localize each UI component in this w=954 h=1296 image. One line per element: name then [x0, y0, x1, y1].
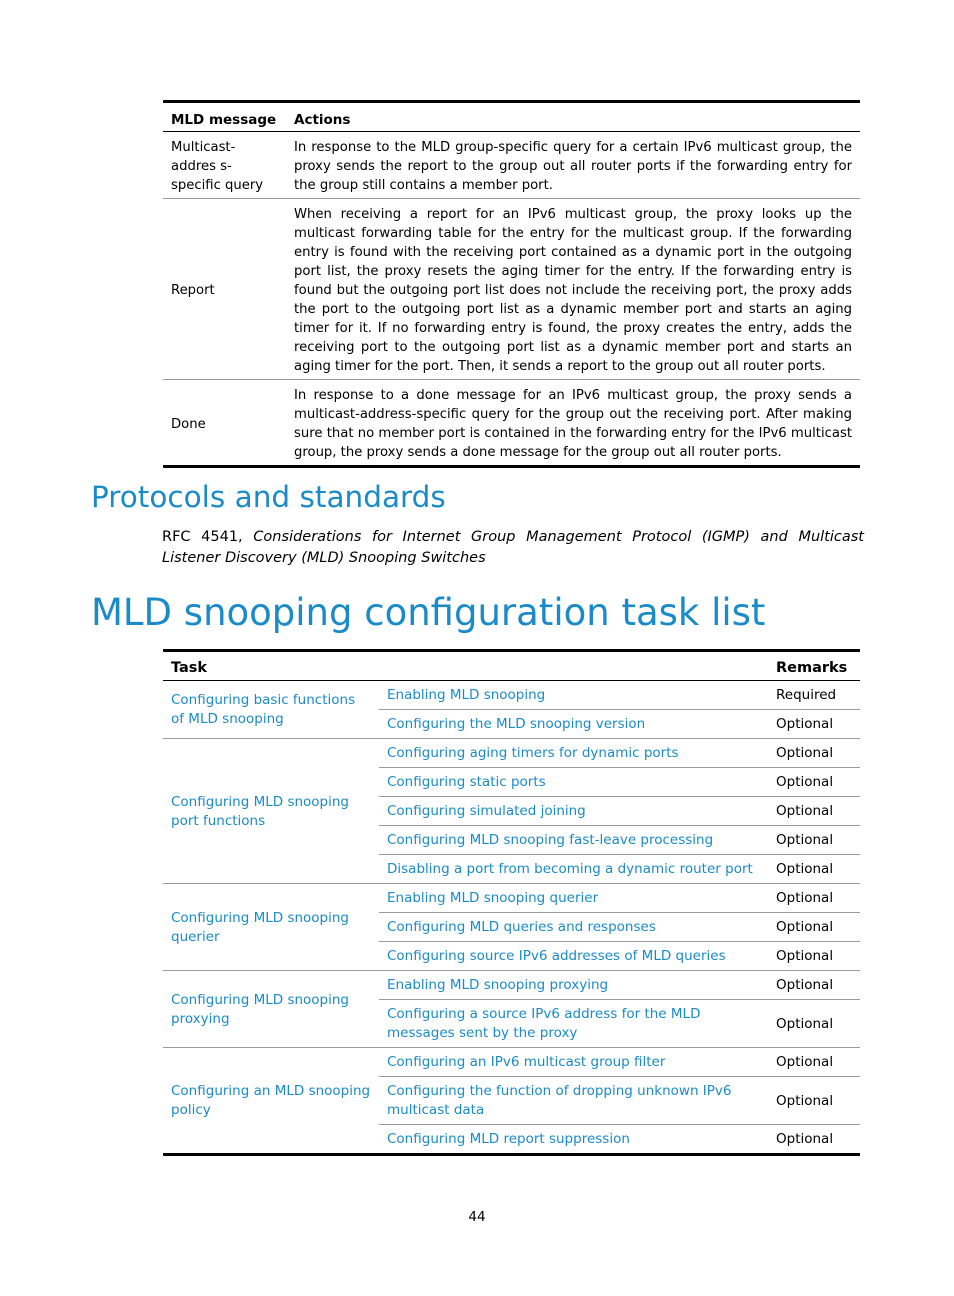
table-header-row [163, 102, 860, 132]
rfc-reference [162, 527, 864, 569]
section-heading-protocols: Protocols and standards [91, 480, 446, 514]
remark-cell: Optional [768, 884, 860, 913]
remark-cell: Optional [768, 797, 860, 826]
table-row [163, 971, 860, 1000]
task-group-link[interactable]: Configuring basic functions of MLD snooping [171, 692, 356, 727]
column-header-task: Task [163, 651, 768, 681]
task-link[interactable]: Configuring an IPv6 multicast group filter [379, 1048, 768, 1077]
column-header-actions: Actions [286, 102, 860, 132]
action-cell: When receiving a report for an IPv6 multicast group, the proxy looks up the multicast forwarding table for the entry for the multicast group. If the forwarding entry is found with the receiving port contained as a dynamic port in the outgoing port list, the proxy resets the aging timer for the entry. If the forwarding entry is found but the outgoing port list does not include the receiving port, the proxy adds the port to the outgoing port list as a dynamic member port and starts an aging timer for it. If no forwarding entry is found, the proxy creates the entry, adds the receiving port to the outgoing port list as a dynamic member port and starts an aging timer for the port. Then, it sends a report to the group out all router ports. [286, 199, 860, 380]
rfc-number: RFC 4541, [162, 529, 243, 545]
task-group-link[interactable]: Configuring MLD snooping querier [163, 884, 379, 971]
remark-cell: Optional [768, 710, 860, 739]
remark-cell: Optional [768, 1077, 860, 1125]
remark-cell: Optional [768, 739, 860, 768]
message-cell: Done [163, 380, 286, 467]
task-link[interactable]: Configuring simulated joining [379, 797, 768, 826]
message-cell: Multicast-addres s-specific query [171, 140, 264, 193]
remark-cell: Optional [768, 768, 860, 797]
task-link[interactable]: Enabling MLD snooping [387, 687, 546, 703]
task-link[interactable]: Enabling MLD snooping querier [379, 884, 768, 913]
remark-cell: Optional [768, 913, 860, 942]
column-header-remarks: Remarks [768, 651, 860, 681]
task-group-link[interactable]: Configuring an MLD snooping policy [163, 1048, 379, 1155]
task-link[interactable]: Configuring the MLD snooping version [379, 710, 768, 739]
message-cell: Report [163, 199, 286, 380]
task-link[interactable]: Configuring static ports [379, 768, 768, 797]
task-group-link[interactable]: Configuring MLD snooping proxying [163, 971, 379, 1048]
task-link[interactable]: Configuring MLD report suppression [379, 1125, 768, 1155]
table-row [163, 199, 860, 380]
task-link[interactable]: Configuring MLD snooping fast-leave processing [379, 826, 768, 855]
task-group-link[interactable]: Configuring MLD snooping port functions [163, 739, 379, 884]
table-row [163, 132, 860, 199]
remark-cell: Optional [768, 942, 860, 971]
table-row [163, 380, 860, 467]
table-row [163, 681, 860, 710]
table-header-row [163, 651, 860, 681]
remark-cell: Optional [768, 855, 860, 884]
table-row [163, 1048, 860, 1077]
remark-cell: Optional [768, 826, 860, 855]
remark-cell: Optional [768, 1000, 860, 1048]
section-heading-task-list: MLD snooping configuration task list [91, 591, 766, 634]
task-link[interactable]: Configuring source IPv6 addresses of MLD queries [379, 942, 768, 971]
action-cell: In response to a done message for an IPv6 multicast group, the proxy sends a multicast-address-specific query for the group out the receiving port. After making sure that no member port is contained in the forwarding entry for the IPv6 multicast group, the proxy sends a done message for the group out all router ports. [286, 380, 860, 467]
rfc-title: Considerations for Internet Group Management Protocol (IGMP) and Multicast Listener Discovery (MLD) Snooping Switches [162, 529, 864, 566]
task-link[interactable]: Enabling MLD snooping proxying [379, 971, 768, 1000]
action-cell: In response to the MLD group-specific query for a certain IPv6 multicast group, the proxy sends the report to the group out all router ports if the forwarding entry for the group still contains a member port. [294, 140, 852, 193]
task-link[interactable]: Configuring a source IPv6 address for the MLD messages sent by the proxy [379, 1000, 768, 1048]
remark-cell: Optional [768, 971, 860, 1000]
remark-cell: Optional [768, 1048, 860, 1077]
mld-message-actions-table [163, 100, 860, 468]
table-row [163, 739, 860, 768]
page-number: 44 [468, 1209, 486, 1225]
task-link[interactable]: Disabling a port from becoming a dynamic router port [379, 855, 768, 884]
task-list-table [163, 649, 860, 1156]
task-link[interactable]: Configuring MLD queries and responses [379, 913, 768, 942]
remark-cell: Required [776, 687, 837, 703]
remark-cell: Optional [768, 1125, 860, 1155]
task-link[interactable]: Configuring aging timers for dynamic ports [379, 739, 768, 768]
task-link[interactable]: Configuring the function of dropping unknown IPv6 multicast data [379, 1077, 768, 1125]
column-header-mld-message: MLD message [163, 102, 286, 132]
table-row [163, 884, 860, 913]
